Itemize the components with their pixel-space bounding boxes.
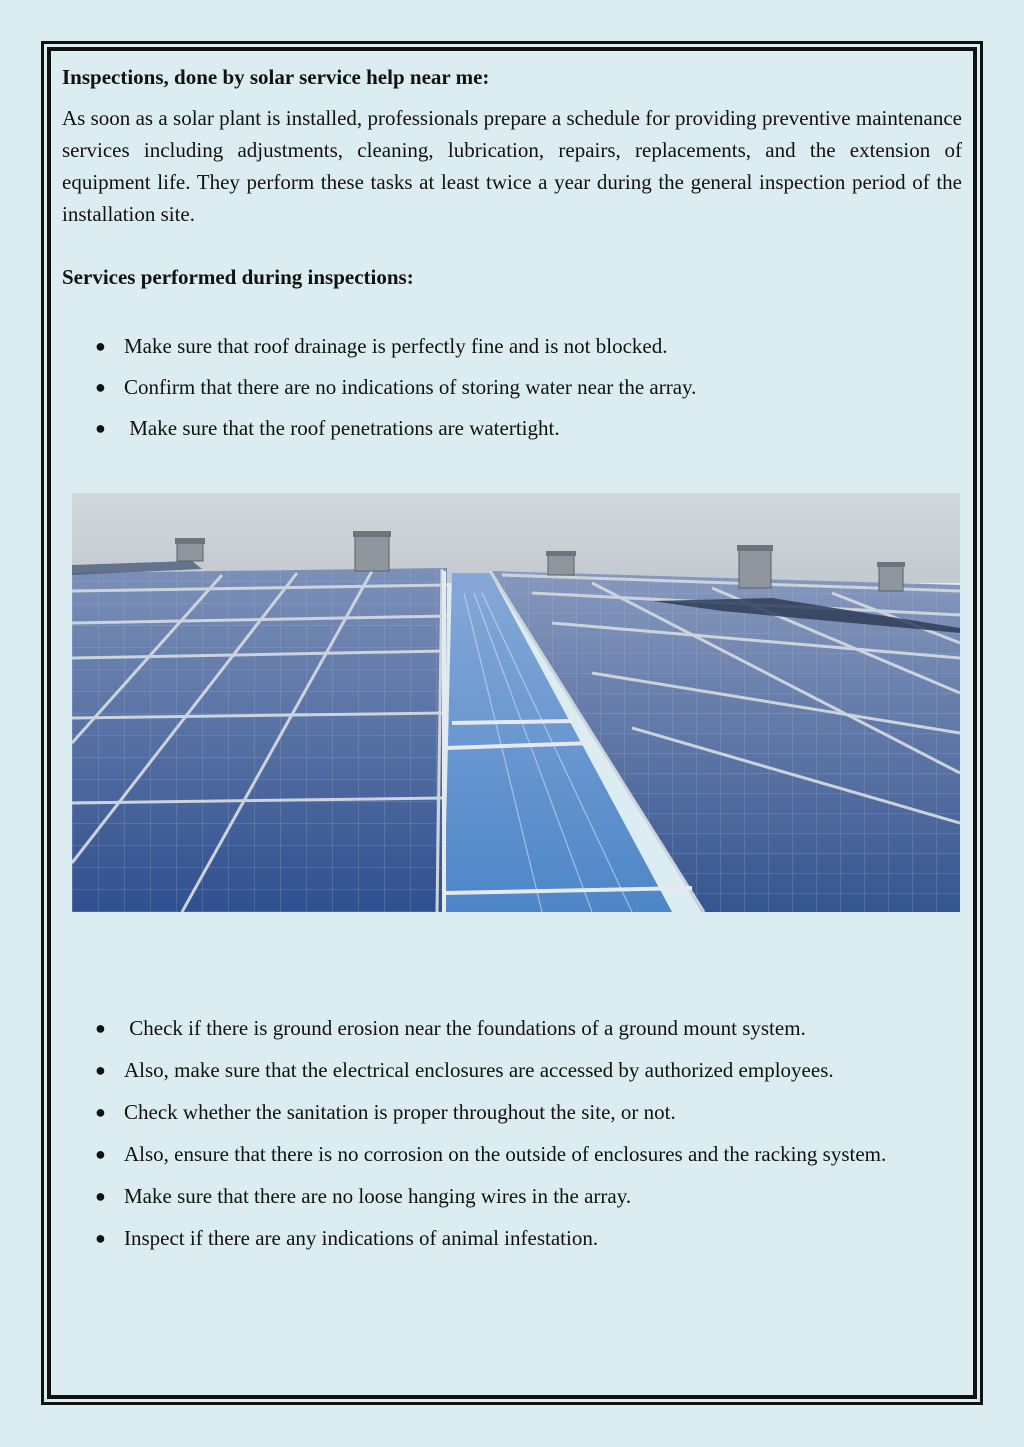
bullet-icon: ● [95, 1060, 106, 1080]
list-item-text: Make sure that roof drainage is perfectly fine and is not blocked. [124, 334, 668, 358]
section-heading-services: Services performed during inspections: [62, 265, 414, 289]
bullet-icon: ● [95, 336, 106, 356]
bullet-icon: ● [95, 1186, 106, 1206]
list-item-text: Check if there is ground erosion near the foundations of a ground mount system. [124, 1016, 806, 1040]
list-item [62, 1133, 962, 1175]
intro-paragraph: As soon as a solar plant is installed, professionals prepare a schedule for providing preventive maintenance services including adjustments, cleaning, lubrication, repairs, replacements, and the extension of equipment life. They perform these tasks at least twice a year during the general inspection period of the installation site. [62, 106, 962, 226]
list-item [62, 1007, 962, 1049]
list-item [62, 326, 962, 367]
bullet-icon: ● [95, 1102, 106, 1122]
bullet-icon: ● [95, 1228, 106, 1248]
list-item-text: Also, ensure that there is no corrosion on the outside of enclosures and the racking system. [124, 1142, 887, 1166]
list-item [62, 1091, 962, 1133]
list-item [62, 367, 962, 408]
services-list-bottom [62, 1007, 962, 1259]
list-item-text: Make sure that the roof penetrations are watertight. [124, 416, 560, 440]
list-item-text: Make sure that there are no loose hanging wires in the array. [124, 1184, 632, 1208]
bullet-icon: ● [95, 377, 106, 397]
list-item-text: Also, make sure that the electrical enclosures are accessed by authorized employees. [124, 1058, 834, 1082]
bullet-icon: ● [95, 1018, 106, 1038]
list-item [62, 408, 962, 449]
solar-panels-photo [72, 493, 960, 912]
list-item [62, 1049, 962, 1091]
list-item [62, 1175, 962, 1217]
list-item [62, 1217, 962, 1259]
list-item-text: Confirm that there are no indications of storing water near the array. [124, 375, 697, 399]
list-item-text: Inspect if there are any indications of animal infestation. [124, 1226, 599, 1250]
intro-section [62, 62, 962, 292]
list-item-text: Check whether the sanitation is proper throughout the site, or not. [124, 1100, 676, 1124]
section-heading-inspections: Inspections, done by solar service help near me: [62, 65, 490, 89]
bullet-icon: ● [95, 418, 106, 438]
services-list-top [62, 326, 962, 449]
bullet-icon: ● [95, 1144, 106, 1164]
